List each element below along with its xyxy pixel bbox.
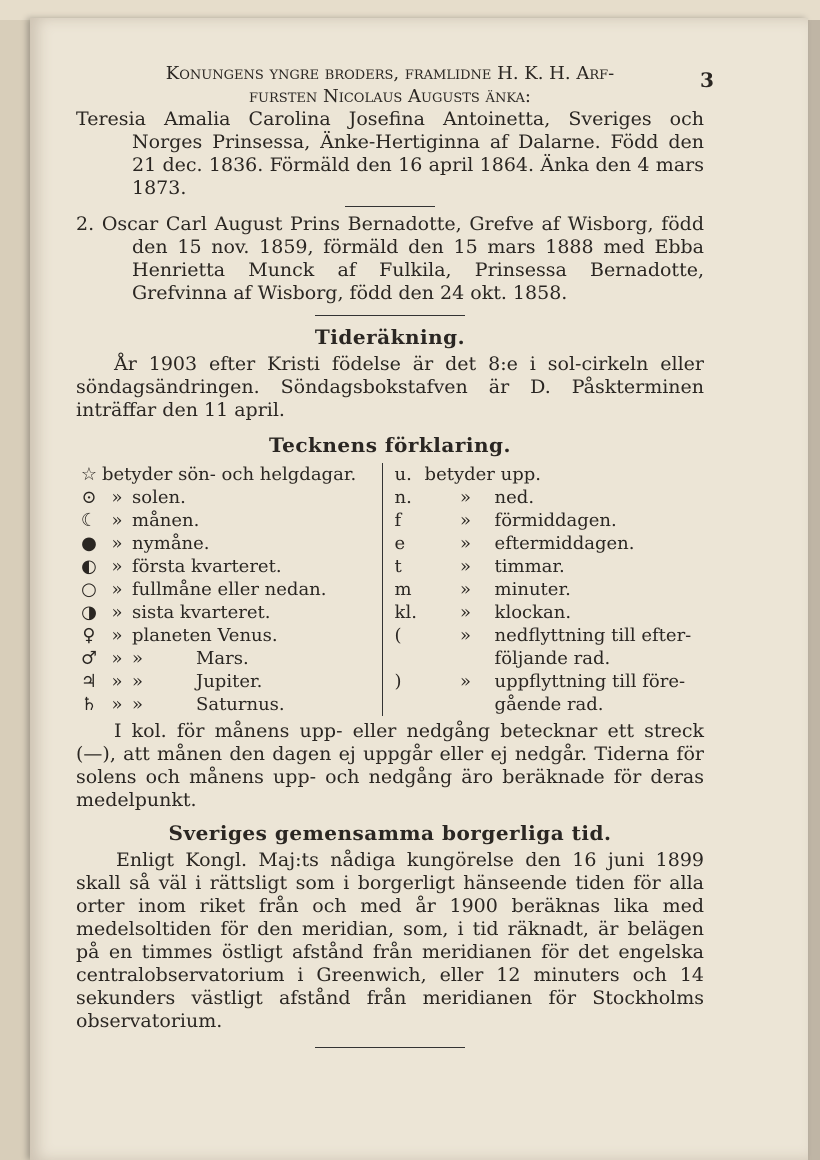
legend-left-column <box>76 463 383 716</box>
legend-row: ● » nymåne. <box>76 532 382 555</box>
legend-row: ♂ » » Mars. <box>76 647 382 670</box>
divider <box>345 206 435 207</box>
star-icon: ☆ <box>80 464 98 485</box>
oscar-entry: 2. Oscar Carl August Prins Bernadotte, Grefve af Wisborg, född den 15 nov. 1859, förmäld den 15 mars 1888 med Ebba Henrietta Munck af Fulkila, Prinsessa Bernadotte, Grefvinna af Wisborg, född den 24 okt. 1858. <box>76 213 704 304</box>
mars-icon: ♂ <box>80 648 98 669</box>
legend-row: gående rad. <box>494 694 604 715</box>
jupiter-icon: ♃ <box>80 671 98 692</box>
divider <box>315 315 465 316</box>
page-number: 3 <box>700 68 714 92</box>
legend-row: n. » ned. <box>394 487 535 508</box>
legend-row: ◑ » sista kvarteret. <box>76 601 382 624</box>
venus-icon: ♀ <box>82 625 96 646</box>
legend-row: ♀ » planeten Venus. <box>76 624 382 647</box>
legend-row: följande rad. <box>494 648 611 669</box>
symbol-legend <box>76 463 704 716</box>
page-left-edge <box>0 20 31 1160</box>
tideraekning-text: År 1903 efter Kristi födelse är det 8:e i sol-cirkeln eller söndagsändringen. Söndagsbokstafven är D. Påskterminen inträffar den 11 april. <box>76 353 704 421</box>
legend-row: kl. » klockan. <box>394 602 572 623</box>
new-moon-icon: ● <box>81 533 97 554</box>
legend-row: ⊙ » solen. <box>76 486 382 509</box>
legend-row: f » förmiddagen. <box>394 510 617 531</box>
moon-icon: ☾ <box>80 510 98 531</box>
legend-row: t » timmar. <box>394 556 565 577</box>
borgerliga-title: Sveriges gemensamma borgerliga tid. <box>168 821 612 845</box>
legend-row: ♄ » » Saturnus. <box>76 693 382 716</box>
full-moon-icon: ○ <box>81 579 97 600</box>
legend-row: ( » nedflyttning till efter- <box>394 625 692 646</box>
royal-heading-line2: fursten Nicolaus Augusts änka: <box>249 86 531 107</box>
legend-row: m » minuter. <box>394 579 571 600</box>
page-right-edge <box>808 20 820 1160</box>
tideraekning-title: Tideräkning. <box>314 325 466 349</box>
royal-heading-line1: Konungens yngre broders, framlidne H. K. H. Arf- <box>165 63 615 84</box>
legend-row: ☆ betyder sön- och helgdagar. <box>76 463 382 486</box>
legend-row: e » eftermiddagen. <box>394 533 635 554</box>
legend-row: ) » uppflyttning till före- <box>394 671 686 692</box>
sun-icon: ⊙ <box>81 487 97 508</box>
first-quarter-icon: ◐ <box>81 556 97 577</box>
borgerliga-text: Enligt Kongl. Maj:ts nådiga kungörelse den 16 juni 1899 skall så väl i rättsligt som i borgerligt hänseende tiden för alla orter inom riket från och med år 1900 beräknas lika med medelsoltiden för den meridian, som, i tid räknadt, är belägen på en timmes östligt afstånd från meridianen för det engelska centralobservatorium i Greenwich, eller 12 minuters och 14 sekunders västligt afstånd från meridianen för Stockholms observatorium. <box>76 849 704 1032</box>
legend-row: ○ » fullmåne eller nedan. <box>76 578 382 601</box>
legend-row: ◐ » första kvarteret. <box>76 555 382 578</box>
legend-row: ♃ » » Jupiter. <box>76 670 382 693</box>
legend-row: u. betyder upp. <box>394 464 541 485</box>
tecknens-title: Tecknens förklaring. <box>269 433 511 457</box>
legend-row: ☾ » månen. <box>76 509 382 532</box>
teresia-entry: Teresia Amalia Carolina Josefina Antoinetta, Sveriges och Norges Prinsessa, Änke-Hertiginna af Dalarne. Född den 21 dec. 1836. Förmäld den 16 april 1864. Änka den 4 mars 1873. <box>76 108 704 199</box>
legend-right-column <box>383 463 704 716</box>
last-quarter-icon: ◑ <box>81 602 97 623</box>
divider <box>315 1047 465 1048</box>
moon-note: I kol. för månens upp- eller nedgång betecknar ett streck (—), att månen den dagen ej uppgår eller ej nedgår. Tiderna för solens och månens upp- och nedgång äro beräknade för deras medelpunkt. <box>76 720 704 811</box>
saturn-icon: ♄ <box>80 694 98 715</box>
page-content <box>76 62 704 1058</box>
